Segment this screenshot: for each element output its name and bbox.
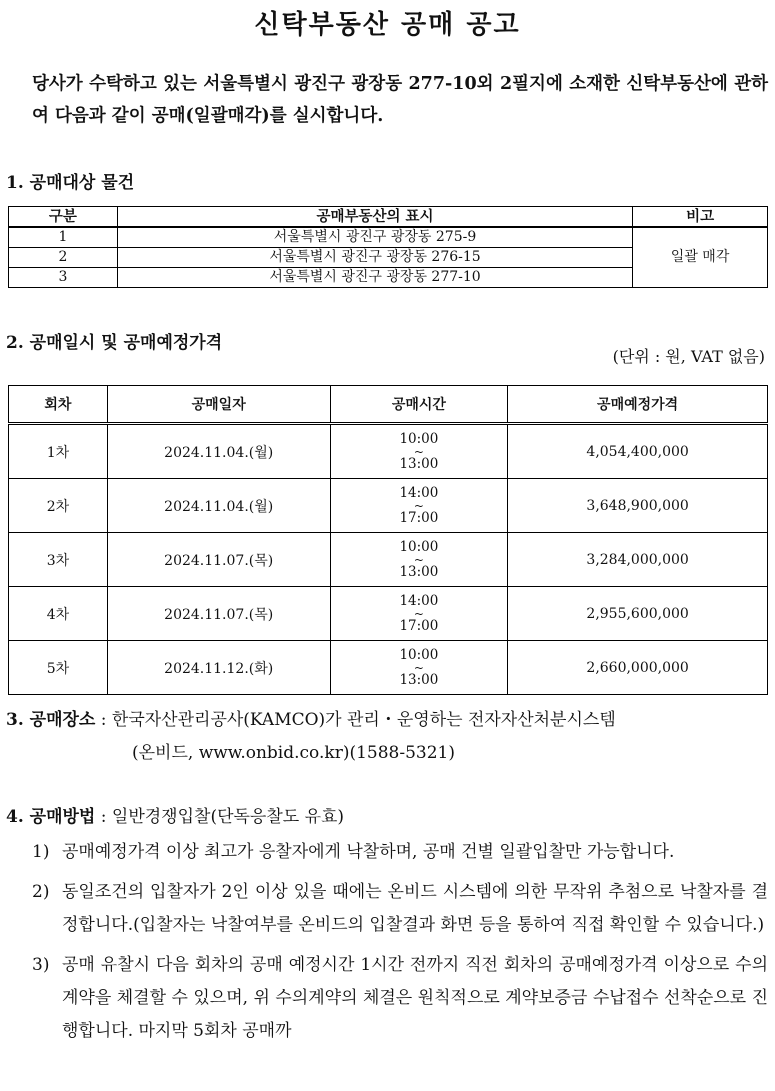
schedule-table-header <box>9 386 768 424</box>
section3-text: 한국자산관리공사(KAMCO)가 관리・운영하는 전자자산처분시스템 <box>111 710 616 730</box>
header-time: 공매시간 <box>330 386 508 424</box>
unit-note: (단위 : 원, VAT 없음) <box>612 347 765 366</box>
table-row <box>9 227 768 248</box>
header-category: 구분 <box>9 207 118 228</box>
table-row <box>9 533 768 587</box>
time <box>330 641 508 695</box>
header-date: 공매일자 <box>107 386 330 424</box>
round: 3차 <box>9 533 108 587</box>
list-item <box>32 836 768 869</box>
remark-cell: 일괄 매각 <box>633 227 768 288</box>
round: 1차 <box>9 424 108 479</box>
time-start: 10:00 <box>399 430 439 447</box>
time-start: 14:00 <box>399 592 439 609</box>
header-remark: 비고 <box>633 207 768 228</box>
time-end: 13:00 <box>399 671 439 688</box>
time <box>330 479 508 533</box>
time-start: 10:00 <box>399 538 439 555</box>
section4-sep: : <box>95 807 112 827</box>
price: 2,955,600,000 <box>508 587 768 641</box>
row-address: 서울특별시 광진구 광장동 277-10 <box>117 268 632 288</box>
price: 3,648,900,000 <box>508 479 768 533</box>
section4-list <box>32 836 768 1055</box>
row-address: 서울특별시 광진구 광장동 275-9 <box>117 227 632 248</box>
list-item-number: 1) <box>32 842 50 862</box>
price: 2,660,000,000 <box>508 641 768 695</box>
section3-sep: : <box>95 710 112 730</box>
time-start: 10:00 <box>399 646 439 663</box>
date: 2024.11.07.(목) <box>107 533 330 587</box>
page-title: 신탁부동산 공매 공고 <box>254 10 521 40</box>
time-end: 17:00 <box>399 617 439 634</box>
time-end: 13:00 <box>399 563 439 580</box>
price: 3,284,000,000 <box>508 533 768 587</box>
header-round: 회차 <box>9 386 108 424</box>
section4 <box>6 801 768 834</box>
time-start: 14:00 <box>399 484 439 501</box>
section3-text2: (온비드, www.onbid.co.kr)(1588-5321) <box>132 743 455 763</box>
time <box>330 533 508 587</box>
list-item-number: 2) <box>32 882 50 902</box>
section4-text: 일반경쟁입찰(단독응찰도 유효) <box>111 807 345 827</box>
list-item-text: 공매 유찰시 다음 회차의 공매 예정시간 1시간 전까지 직전 회차의 공매예정가격 이상으로 수의계약을 체결할 수 있으며, 위 수의계약의 체결은 원칙적으로 계약보증금 수납접수 선착순으로 진행합니다. 마지막 5회차 공매까 <box>62 955 768 1041</box>
list-item-number: 3) <box>32 955 50 975</box>
date: 2024.11.04.(월) <box>107 479 330 533</box>
time-tilde: ~ <box>413 606 424 621</box>
row-no: 3 <box>9 268 118 288</box>
intro-text: 당사가 수탁하고 있는 서울특별시 광진구 광장동 277-10외 2필지에 소재한 신탁부동산에 관하여 다음과 같이 공매(일괄매각)를 실시합니다. <box>32 74 768 126</box>
list-item-text: 동일조건의 입찰자가 2인 이상 있을 때에는 온비드 시스템에 의한 무작위 추첨으로 낙찰자를 결정합니다.(입찰자는 낙찰여부를 온비드의 입찰결과 화면 등을 통하여 직접 확인할 수 있습니다.) <box>62 882 768 935</box>
list-item <box>32 876 768 942</box>
header-property: 공매부동산의 표시 <box>117 207 632 228</box>
list-item <box>32 949 768 1048</box>
date: 2024.11.07.(목) <box>107 587 330 641</box>
list-item-text: 공매예정가격 이상 최고가 응찰자에게 낙찰하며, 공매 건별 일괄입찰만 가능합니다. <box>62 842 675 862</box>
round: 4차 <box>9 587 108 641</box>
price: 4,054,400,000 <box>508 424 768 479</box>
section1-heading: 1. 공매대상 물건 <box>6 173 135 193</box>
time <box>330 424 508 479</box>
property-table-header <box>9 207 768 228</box>
date: 2024.11.12.(화) <box>107 641 330 695</box>
table-row <box>9 587 768 641</box>
time-tilde: ~ <box>413 552 424 567</box>
time-end: 17:00 <box>399 509 439 526</box>
section3-label: 3. 공매장소 <box>6 710 96 730</box>
intro-paragraph <box>6 68 768 132</box>
row-address: 서울특별시 광진구 광장동 276-15 <box>117 248 632 268</box>
time-tilde: ~ <box>413 498 424 513</box>
row-no: 2 <box>9 248 118 268</box>
row-no: 1 <box>9 227 118 248</box>
table-row <box>9 641 768 695</box>
time <box>330 587 508 641</box>
time-tilde: ~ <box>413 660 424 675</box>
section4-label: 4. 공매방법 <box>6 807 96 827</box>
time-end: 13:00 <box>399 455 439 472</box>
table-row <box>9 424 768 479</box>
property-table <box>8 206 768 288</box>
section3 <box>6 704 768 770</box>
date: 2024.11.04.(월) <box>107 424 330 479</box>
round: 2차 <box>9 479 108 533</box>
time-tilde: ~ <box>413 444 424 459</box>
round: 5차 <box>9 641 108 695</box>
header-price: 공매예정가격 <box>508 386 768 424</box>
table-row <box>9 479 768 533</box>
schedule-table <box>8 385 768 695</box>
section2-heading: 2. 공매일시 및 공매예정가격 <box>6 333 223 353</box>
